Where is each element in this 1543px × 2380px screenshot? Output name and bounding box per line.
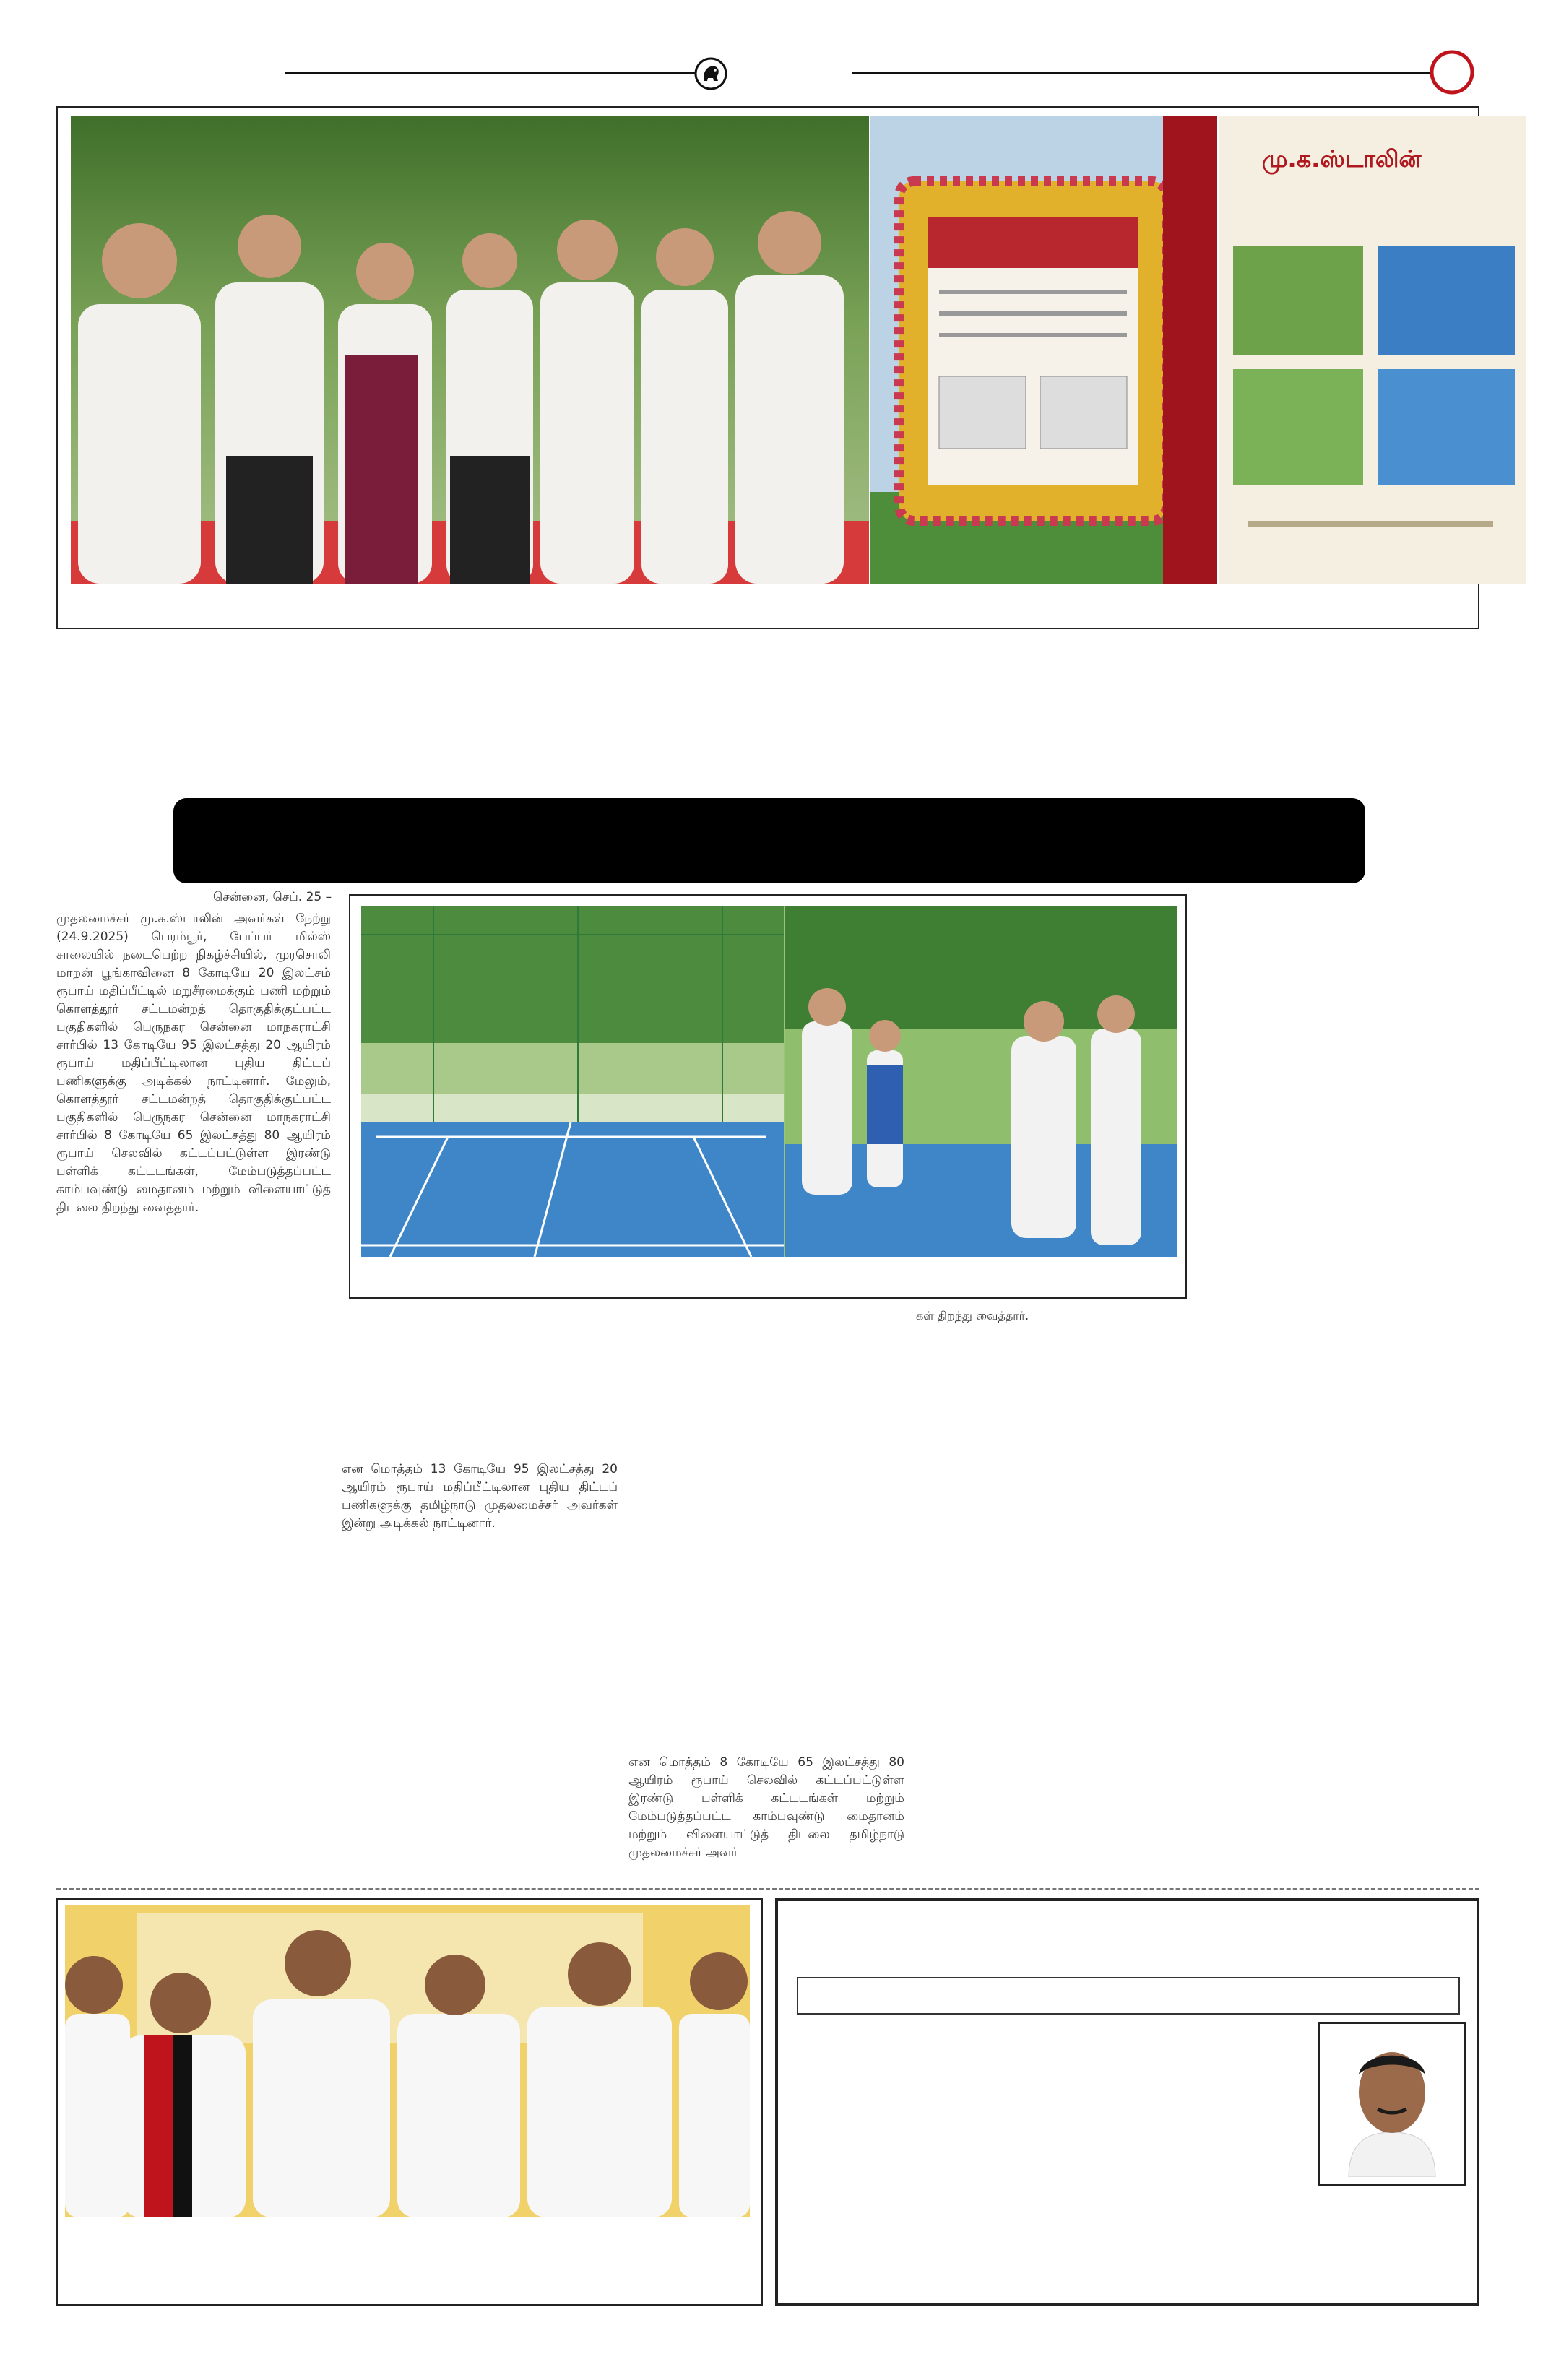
top-photo-box xyxy=(56,106,1479,629)
portrait-photo xyxy=(1327,2031,1457,2177)
article-column-1: முதலமைச்சர் மு.க.ஸ்டாலின் அவர்கள் நேற்று (24.9.2025) பெரம்பூர், பேப்பர் மில்ஸ் சாலையில் நடைபெற்ற நிகழ்ச்சியில், முரசொலி மாறன் பூங்காவினை 8 கோடியே 20 இலட்சம் ரூபாய் மதிப்பீட்டில் மறுசீரமைக்கும் பணி மற்றும் கொளத்தூர் சட்டமன்றத் தொகுதிக்குட்பட்ட பகுதிகளில் பெருநகர சென்னை மாநகராட்சி சார்பில் 13 கோடியே 95 இலட்சத்து 20 ஆயிரம் ரூபாய் மதிப்பீட்டிலான புதிய திட்டப் பணிகளுக்கு அடிக்கல் நாட்டினார். மேலும், கொளத்தூர் சட்டமன்றத் தொகுதிக்குட்பட்ட பகுதிகளில் பெருநகர சென்னை மாநகராட்சி சார்பில் 8 கோடியே 65 இலட்சத்து 80 ஆயிரம் ரூபாய் செலவில் கட்டப்பட்டுள்ள இரண்டு பள்ளிக் கட்டடங்கள், மேம்படுத்தப்பட்ட காம்பவுண்டு மைதானம் மற்றும் விளையாட்டுத் திடலை திறந்து வைத்தார். xyxy=(56,912,331,1215)
subheading-bar xyxy=(797,1977,1460,2015)
emblem-icon xyxy=(693,56,728,91)
section-divider xyxy=(56,1888,1479,1890)
circle-marker-icon xyxy=(1429,49,1475,95)
portrait-frame xyxy=(1318,2022,1466,2186)
header-rule-left xyxy=(285,72,696,74)
paragraph-3: என மொத்தம் 8 கோடியே 65 இலட்சத்து 80 ஆயிரம் ரூபாய் செலவில் கட்டப்பட்டுள்ள இரண்டு பள்ளிக் கட்டடங்கள் மற்றும் மேம்படுத்தப்பட்ட காம்பவுண்டு மைதானம் மற்றும் விளையாட்டுத் திடலை தமிழ்நாடு முதலமைச்சர் அவர் xyxy=(628,1755,904,1860)
dateline: சென்னை, செப். 25 – xyxy=(213,890,332,904)
headline-banner xyxy=(173,798,1365,883)
badminton-court-photo xyxy=(361,906,1177,1257)
photo-caption: கள் திறந்து வைத்தார். xyxy=(916,1309,1029,1323)
plaque-name: மு.க.ஸ்டாலின் xyxy=(1262,145,1422,173)
project-banner-photo xyxy=(1219,116,1526,584)
party-members-photo xyxy=(65,1905,750,2217)
bottom-left-photo-box xyxy=(56,1898,763,2306)
sports-photo-box xyxy=(349,894,1187,1299)
dignitaries-photo xyxy=(71,116,869,584)
plaque-photo xyxy=(870,116,1217,584)
header-rule-right xyxy=(852,72,1430,74)
bottom-right-box xyxy=(775,1898,1479,2306)
paragraph-2: என மொத்தம் 13 கோடியே 95 இலட்சத்து 20 ஆயிரம் ரூபாய் மதிப்பீட்டிலான புதிய திட்டப் பணிகளுக்கு தமிழ்நாடு முதலமைச்சர் அவர்கள் இன்று அடிக்கல் நாட்டினார். xyxy=(342,1462,618,1531)
